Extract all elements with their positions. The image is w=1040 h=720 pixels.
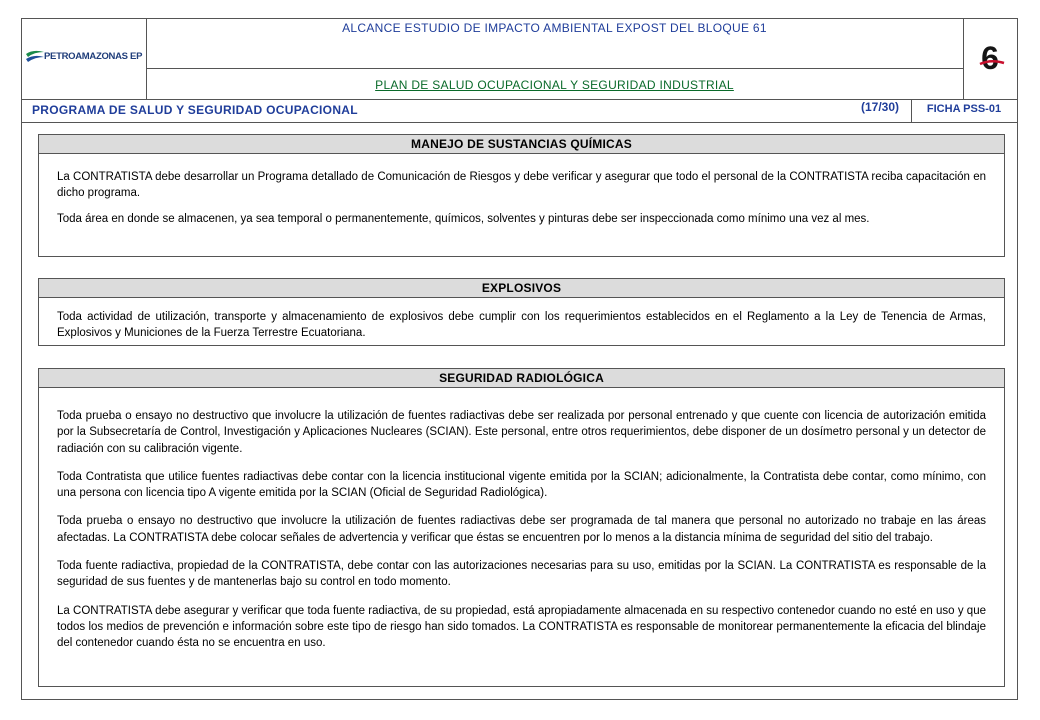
paragraph: La CONTRATISTA debe desarrollar un Programa detallado de Comunicación de Riesgos y debe verificar y asegurar que todo el personal de la CONTRATISTA reciba capacitación en dicho programa. — [57, 171, 986, 200]
badge-cell — [963, 19, 1017, 99]
section-body — [39, 388, 1004, 652]
badge-glyph: 6 — [981, 42, 999, 74]
paragraph: Toda actividad de utilización, transporte y almacenamiento de explosivos debe cumplir con los requerimientos establecidos en el Reglamento a la Ley de Tenencia de Armas, Explosivos y Municiones de la Fuerza Terrestre Ecuatoriana. — [57, 311, 986, 340]
document-title: ALCANCE ESTUDIO DE IMPACTO AMBIENTAL EXPOST DEL BLOQUE 61 — [342, 21, 767, 35]
document-header — [22, 19, 1017, 100]
paragraph: Toda prueba o ensayo no destructivo que involucre la utilización de fuentes radiactivas debe ser programada de tal manera que personal no autorizado no trabaje en las áreas afectadas. La CONTRATISTA debe colocar señales de advertencia y verificar que éstas se encuentren por lo menos a la distancia mínima de seguridad del sitio del trabajo. — [57, 515, 986, 544]
program-bar — [22, 99, 1017, 123]
section-body — [39, 298, 1004, 342]
section-title: MANEJO DE SUSTANCIAS QUÍMICAS — [39, 135, 1004, 154]
paragraph: Toda prueba o ensayo no destructivo que involucre la utilización de fuentes radiactivas debe ser realizada por personal entrenado y que cuente con licencia de autorización emitida por la Subsecretaría de Control, Investigación y Aplicaciones Nucleares (SCIAN). Este personal, entre otros requerimientos, debe disponer de un dosímetro personal y un detector de radiación con su calibración vigente. — [57, 410, 986, 455]
paragraph: La CONTRATISTA debe asegurar y verificar que toda fuente radiactiva, de su propiedad, está apropiadamente almacenada en su respectivo contenedor cuando no esté en uso y que todos los medios de prevención e información sobre este tipo de riesgo han sido tomados. La CONTRATISTA es responsable de monitorear permanentemente la eficacia del blindaje del contenedor cuando ésta no se encuentra en uso. — [57, 604, 986, 650]
fiche-code: FICHA PSS-01 — [926, 103, 1002, 115]
section-chemical-substances — [38, 134, 1005, 257]
page-counter: (17/30) — [861, 100, 900, 114]
paragraph: Toda Contratista que utilice fuentes radiactivas debe contar con la licencia institucional vigente emitida por la SCIAN; adicionalmente, la Contratista debe contar, como mínimo, con una persona con licencia tipo A vigente emitida por la SCIAN (Oficial de Seguridad Radiológica). — [57, 470, 986, 500]
title-divider — [146, 68, 963, 69]
company-badge-icon — [974, 42, 1008, 74]
paragraph: Toda fuente radiactiva, propiedad de la CONTRATISTA, debe contar con las autorizaciones necesarias para su uso, emitidas por la SCIAN. La CONTRATISTA es responsable de la seguridad de sus fuentes y de mantenerlas bajo su control en todo momento. — [57, 560, 986, 589]
paragraph: Toda área en donde se almacenen, ya sea temporal o permanentemente, químicos, solventes y pinturas debe ser inspeccionada como mínimo una vez al mes. — [57, 212, 870, 225]
document-frame — [21, 18, 1018, 700]
section-radiological-safety — [38, 368, 1005, 687]
title-cell — [146, 19, 964, 99]
section-title: SEGURIDAD RADIOLÓGICA — [39, 369, 1004, 388]
program-label: PROGRAMA DE SALUD Y SEGURIDAD OCUPACIONAL — [32, 103, 358, 117]
document-subtitle: PLAN DE SALUD OCUPACIONAL Y SEGURIDAD INDUSTRIAL — [375, 78, 734, 92]
petroamazonas-logo-icon — [25, 48, 45, 66]
section-body — [39, 154, 1004, 227]
logo-text: PETROAMAZONAS EP — [44, 51, 143, 62]
section-explosives — [38, 278, 1005, 346]
section-title: EXPLOSIVOS — [39, 279, 1004, 298]
logo-cell — [22, 19, 147, 99]
